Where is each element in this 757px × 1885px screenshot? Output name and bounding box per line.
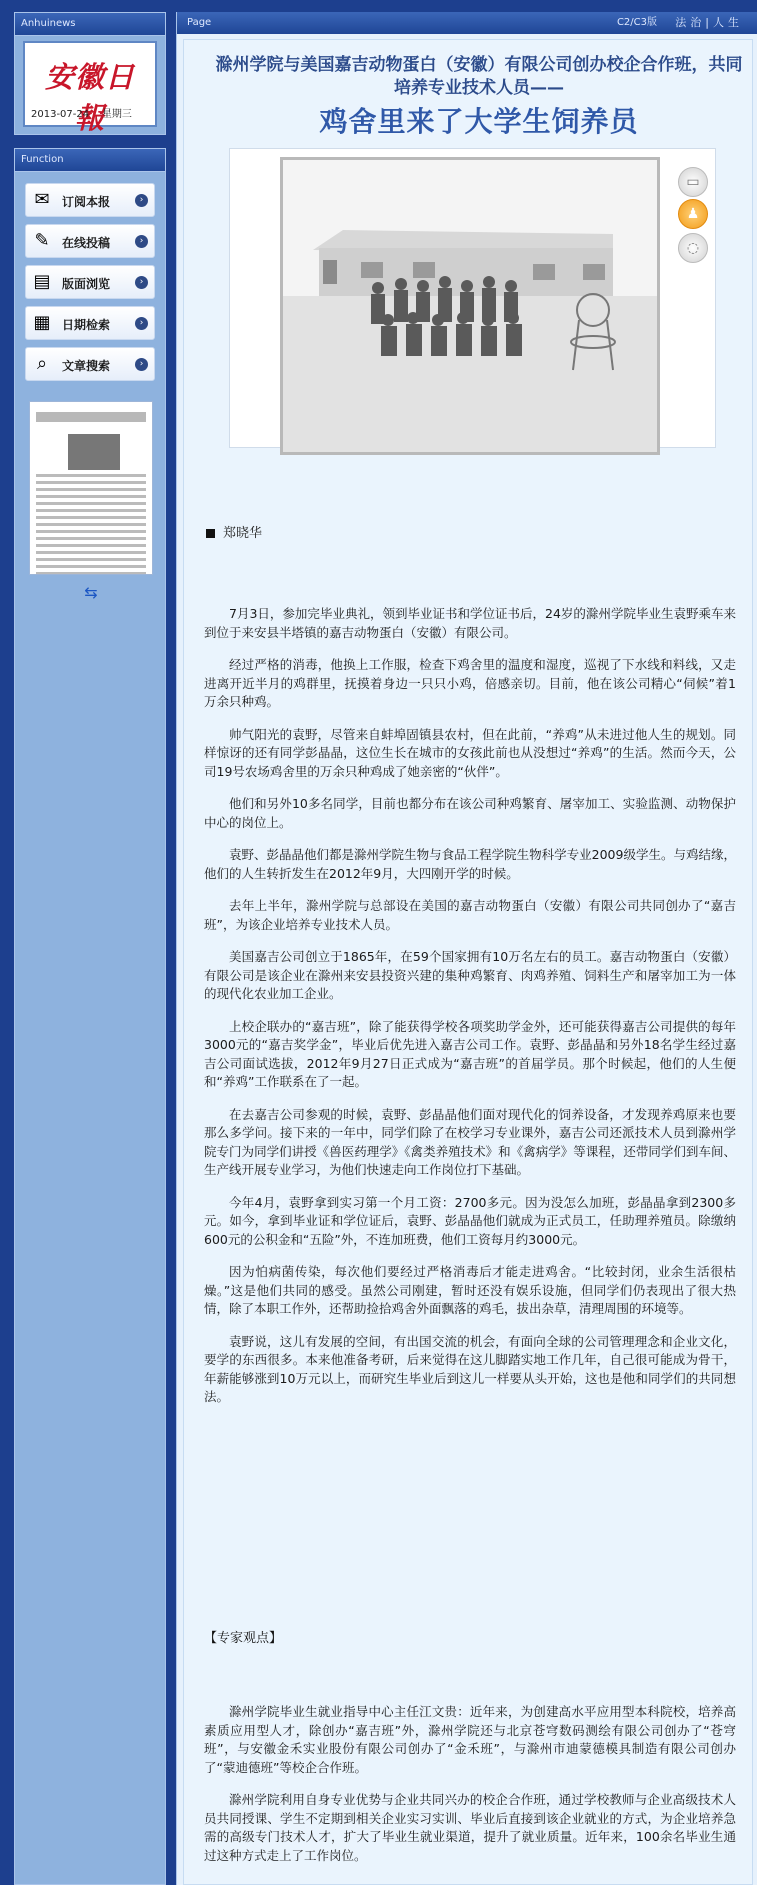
article-paragraph: 去年上半年，滁州学院与总部设在美国的嘉吉动物蛋白（安徽）有限公司共同创办了“嘉吉班”，为该企业培养专业技术人员。: [204, 898, 736, 932]
menu-item-date-search[interactable]: [25, 306, 155, 340]
thumbnail-title-bar: [36, 412, 146, 422]
subscribe-icon: ✉: [34, 189, 50, 210]
menu-item-label: 版面浏览: [62, 277, 111, 291]
article-paragraph: 在去嘉吉公司参观的时候，袁野、彭晶晶他们面对现代化的饲养设备，才发现养鸡原来也要那么多学问。接下来的一年中，同学们除了在校学习专业课外，嘉吉公司还派技术人员到滁州学院专门为同学们讲授《兽医药理学》《禽类养殖技术》和《禽病学》等课程，还带同学们到车间、生产线开展专业学习，为他们快速走向工作岗位打下基础。: [204, 1106, 736, 1177]
article-author: [206, 522, 262, 541]
newspaper-logo: 安徽日報: [44, 60, 135, 135]
expert-opinion-heading: 【专家观点】: [204, 1631, 283, 1646]
thumbnail-line: [36, 516, 146, 519]
thumbnail-line: [36, 551, 146, 554]
audio-icon[interactable]: ◌: [678, 233, 708, 263]
menu-item-article-search[interactable]: [25, 347, 155, 381]
chevron-right-icon: ›: [135, 194, 148, 207]
refresh-icon[interactable]: ⇆: [84, 583, 98, 602]
issue-date-row: [31, 105, 132, 120]
issue-date: 2013-07-24: [31, 109, 90, 120]
thumbnail-line: [36, 488, 146, 491]
thumbnail-line: [36, 558, 146, 561]
masthead-panel-header: Anhuinews: [15, 13, 165, 36]
left-column: [14, 12, 166, 1885]
edition-label: C2/C3版: [616, 17, 657, 28]
article-paragraph: 因为怕病菌传染，每次他们要经过严格消毒后才能走进鸡舍。“比较封闭，业余生活很枯燥。”这是他们共同的感受。虽然公司刚建，暂时还没有娱乐设施，但同学们仍表现出了很大热情，除了本职工作外，还帮助捡拾鸡舍外面飘落的鸡毛，拔出杂草，清理周围的环境等。: [204, 1264, 736, 1316]
article-paragraph: 上校企联办的“嘉吉班”，除了能获得学校各项奖助学金外，还可能获得嘉吉公司提供的每年3000元的“嘉吉奖学金”，毕业后优先进入嘉吉公司工作。袁野、彭晶晶和另外18名学生经过嘉吉公司面试选拔，2012年9月27日正式成为“嘉吉班”的首届学员。那个时候起，他们的人生便和“养鸡”工作联系在了一起。: [204, 1018, 736, 1089]
article-paragraph: 袁野说，这儿有发展的空间，有出国交流的机会，有面向全球的公司管理理念和企业文化，要学的东西很多。本来他准备考研，后来觉得在这儿脚踏实地工作几年，自己很可能成为骨干，年薪能够涨到10万元以上，而研究生毕业后到这儿一样要从头开始，这也是他和同学们的共同想法。: [204, 1333, 736, 1404]
article-content: [183, 39, 753, 1885]
search-icon: ⌕: [36, 353, 48, 374]
calendar-icon: ▦: [33, 312, 51, 333]
chevron-right-icon: ›: [135, 358, 148, 371]
article-paragraph: 今年4月，袁野拿到实习第一个月工资：2700多元。因为没怎么加班，彭晶晶拿到2300多元。如今，拿到毕业证和学位证后，袁野、彭晶晶他们就成为正式员工，任助理养殖员。除缴纳600元的公积金和“五险”外，不连加班费，他们工资每月约3000元。: [204, 1194, 736, 1247]
menu-item-label: 文章搜索: [62, 359, 111, 373]
section-label: 法治|人生: [675, 16, 743, 29]
page-header: [177, 12, 757, 34]
right-column: [176, 12, 757, 1885]
page-thumbnail[interactable]: [29, 401, 153, 575]
menu-item-label: 在线投稿: [62, 236, 111, 250]
user-icon[interactable]: ♟: [678, 199, 708, 229]
article-body: [204, 605, 736, 1421]
thumbnail-photo: [68, 434, 120, 470]
function-panel: [14, 148, 166, 1885]
menu-item-submit[interactable]: [25, 224, 155, 258]
thumbnail-line: [36, 474, 146, 477]
menu-item-label: 订阅本报: [62, 195, 111, 209]
function-panel-header: Function: [15, 149, 165, 172]
menu-item-subscribe[interactable]: [25, 183, 155, 217]
submit-icon: ✎: [34, 230, 50, 251]
author-bullet-icon: [206, 529, 215, 538]
menu-item-label: 日期检索: [62, 318, 111, 332]
article-paragraph: 他们和另外10多名同学，目前也都分布在该公司种鸡繁育、屠宰加工、实验监测、动物保护中心的岗位上。: [204, 796, 736, 830]
article-paragraph: 袁野、彭晶晶他们都是滁州学院生物与食品工程学院生物科学专业2009级学生。与鸡结缘，他们的人生转折发生在2012年9月，大四刚开学的时候。: [204, 847, 736, 881]
thumbnail-line: [36, 509, 146, 512]
article-paragraph: 帅气阳光的袁野，尽管来自蚌埠固镇县农村，但在此前，“养鸡”从未进过他人生的规划。同样惊讶的还有同学彭晶晶，这位生长在城市的女孩此前也从没想过“养鸡”的生活。然而今天，公司19号农场鸡舍里的万余只种鸡成了她亲密的“伙伴”。: [204, 726, 736, 779]
article-kicker: 滁州学院与美国嘉吉动物蛋白（安徽）有限公司创办校企合作班，共同培养专业技术人员——: [215, 55, 743, 98]
author-name: 郑晓华: [223, 526, 263, 541]
thumbnail-line: [36, 495, 146, 498]
thumbnail-line: [36, 481, 146, 484]
expert-paragraph: 滁州学院利用自身专业优势与企业共同兴办的校企合作班，通过学校教师与企业高级技术人员共同授课、学生不定期到相关企业实习实训、毕业后直接到该企业就业的方式，为企业培养急需的高级专门技术人才，扩大了毕业生就业渠道，提升了就业质量。近年来，100余名毕业生通过这种方式走上了工作岗位。: [204, 1792, 736, 1863]
article-paragraph: 美国嘉吉公司创立于1865年，在59个国家拥有10万名左右的员工。嘉吉动物蛋白（安徽）有限公司是该企业在滁州来安县投资兴建的集种鸡繁育、肉鸡养殖、饲料生产和屠宰加工为一体的现代化农业加工企业。: [204, 949, 736, 1001]
fullscreen-icon[interactable]: ▭: [678, 167, 708, 197]
menu-item-browse[interactable]: [25, 265, 155, 299]
thumbnail-line: [36, 537, 146, 540]
masthead-panel: [14, 12, 166, 135]
thumbnail-line: [36, 572, 146, 575]
group-photo-illustration: [283, 160, 657, 452]
thumbnail-line: [36, 544, 146, 547]
function-menu: [25, 183, 155, 388]
chevron-right-icon: ›: [135, 317, 148, 330]
expert-paragraph: 滁州学院毕业生就业指导中心主任江文贵：近年来，为创建高水平应用型本科院校，培养高素质应用型人才，除创办“嘉吉班”外，滁州学院还与北京苍穹数码测绘有限公司创办了“苍穹班”，与安徽金禾实业股份有限公司创办了“金禾班”，与滁州市迪蒙德模具制造有限公司创办了“蒙迪德班”等校企合作班。: [204, 1704, 736, 1775]
article-paragraph: 7月3日，参加完毕业典礼，领到毕业证书和学位证书后，24岁的滁州学院毕业生袁野乘车来到位于来安县半塔镇的嘉吉动物蛋白（安徽）有限公司。: [204, 606, 736, 640]
thumbnail-line: [36, 565, 146, 568]
thumbnail-line: [36, 502, 146, 505]
browse-icon: ▤: [33, 271, 51, 292]
page-header-label: Page: [187, 17, 212, 28]
thumbnail-line: [36, 523, 146, 526]
article-headline: 鸡舍里来了大学生饲养员: [319, 105, 639, 138]
article-paragraph: 经过严格的消毒，他换上工作服，检查下鸡舍里的温度和湿度，巡视了下水线和料线，又走进离开近半月的鸡群里，抚摸着身边一只只小鸡，倍感亲切。目前，他在该公司精心“伺候”着1万余只种鸡。: [204, 657, 736, 709]
photo-viewer: [229, 148, 716, 448]
newspaper-logo-card[interactable]: [23, 41, 157, 135]
expert-opinion-body: [204, 1703, 736, 1879]
chevron-right-icon: ›: [135, 276, 148, 289]
thumbnail-line: [36, 530, 146, 533]
article-photo[interactable]: [280, 157, 660, 455]
issue-weekday: 星期三: [101, 109, 132, 120]
chevron-right-icon: ›: [135, 235, 148, 248]
